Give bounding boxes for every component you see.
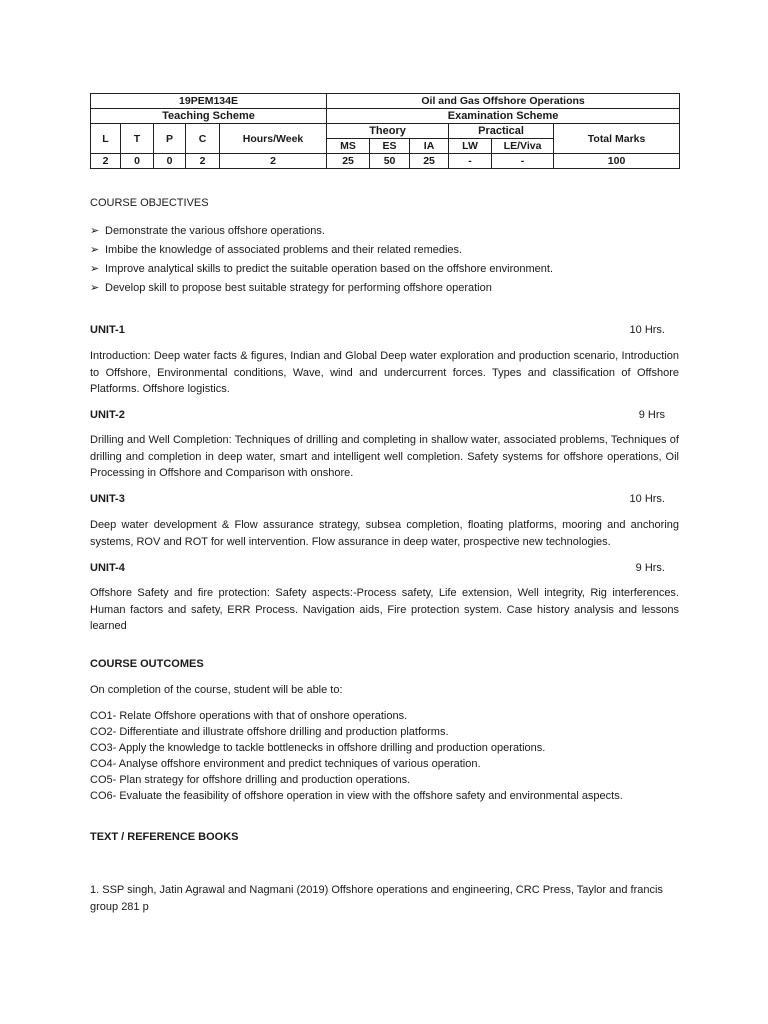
value-c: 2 — [186, 154, 220, 169]
unit-title: UNIT-1 — [90, 324, 125, 336]
list-item: CO4- Analyse offshore environment and predict techniques of various operation. — [90, 758, 481, 770]
col-header-ms: MS — [327, 139, 370, 154]
unit-title: UNIT-2 — [90, 409, 125, 421]
unit-2-content: Drilling and Well Completion: Techniques of drilling and completing in shallow water, associated problems, Techniques of drilling and completion in deep water, smart and intelligent well completion. Safety systems for offshore operations, Oil Processing in Offshore and Comparison with onshore. — [90, 434, 679, 479]
practical-header: Practical — [449, 124, 554, 139]
unit-hours: 9 Hrs. — [635, 562, 665, 574]
unit-hours: 10 Hrs. — [629, 493, 665, 505]
arrow-bullet-icon: ➢ — [90, 244, 100, 256]
unit-1-header — [90, 322, 665, 338]
table-row-values — [91, 154, 680, 169]
list-item: CO6- Evaluate the feasibility of offshore operation in view with the offshore safety and environmental aspects. — [90, 790, 623, 802]
table-row-course — [91, 94, 680, 109]
value-l: 2 — [91, 154, 121, 169]
teaching-scheme-header: Teaching Scheme — [91, 109, 327, 124]
course-outcomes-heading: COURSE OUTCOMES — [90, 658, 204, 670]
unit-title: UNIT-4 — [90, 562, 125, 574]
arrow-bullet-icon: ➢ — [90, 282, 100, 294]
course-title-cell: Oil and Gas Offshore Operations — [327, 94, 680, 109]
reference-book-item: 1. SSP singh, Jatin Agrawal and Nagmani (2019) Offshore operations and engineering, CRC Press, Taylor and francis group 281 p — [90, 884, 663, 913]
value-total-marks: 100 — [554, 154, 680, 169]
value-p: 0 — [154, 154, 186, 169]
course-code-cell: 19PEM134E — [91, 94, 327, 109]
col-header-ia: IA — [410, 139, 449, 154]
value-leviva: - — [492, 154, 554, 169]
arrow-bullet-icon: ➢ — [90, 225, 100, 237]
value-ms: 25 — [327, 154, 370, 169]
list-item: ➢ Demonstrate the various offshore operations. — [90, 222, 553, 241]
course-outcomes-list — [90, 708, 623, 804]
col-header-hours: Hours/Week — [220, 124, 327, 154]
list-item: CO3- Apply the knowledge to tackle bottlenecks in offshore drilling and production operations. — [90, 742, 546, 754]
list-item: ➢ Improve analytical skills to predict the suitable operation based on the offshore environment. — [90, 260, 553, 279]
value-hours: 2 — [220, 154, 327, 169]
teaching-examination-scheme-table — [90, 93, 680, 169]
table-row-column-headers-1 — [91, 124, 680, 139]
course-objectives-heading: COURSE OBJECTIVES — [90, 197, 209, 209]
col-header-leviva: LE/Viva — [492, 139, 554, 154]
unit-2-header — [90, 407, 665, 423]
total-marks-header: Total Marks — [554, 124, 680, 154]
col-header-t: T — [121, 124, 154, 154]
value-es: 50 — [370, 154, 410, 169]
col-header-lw: LW — [449, 139, 492, 154]
unit-1-content: Introduction: Deep water facts & figures, Indian and Global Deep water exploration and production scenario, Introduction to Offshore, Environmental conditions, Wave, wind and undercurrent forces. Types and classification of Offshore Platforms. Offshore logistics. — [90, 350, 679, 395]
unit-title: UNIT-3 — [90, 493, 125, 505]
value-lw: - — [449, 154, 492, 169]
value-ia: 25 — [410, 154, 449, 169]
list-item: CO2- Differentiate and illustrate offshore drilling and production platforms. — [90, 726, 449, 738]
unit-3-content: Deep water development & Flow assurance strategy, subsea completion, floating platforms, mooring and anchoring systems, ROV and ROT for well intervention. Flow assurance in deep water, prospective new technologies. — [90, 519, 679, 548]
table-row-scheme-headings — [91, 109, 680, 124]
list-item: CO5- Plan strategy for offshore drilling and production operations. — [90, 774, 411, 786]
arrow-bullet-icon: ➢ — [90, 263, 100, 275]
unit-4-content: Offshore Safety and fire protection: Safety aspects:-Process safety, Life extension, Well integrity, Rig interferences. Human factors and safety, ERR Process. Navigation aids, Fire protection system. Case history analysis and lessons learned — [90, 587, 679, 632]
col-header-c: C — [186, 124, 220, 154]
examination-scheme-header: Examination Scheme — [327, 109, 680, 124]
course-objectives-list — [90, 222, 553, 298]
list-item: ➢ Imbibe the knowledge of associated problems and their related remedies. — [90, 241, 553, 260]
theory-header: Theory — [327, 124, 449, 139]
unit-hours: 9 Hrs — [638, 409, 665, 421]
list-item: CO1- Relate Offshore operations with that of onshore operations. — [90, 710, 408, 722]
course-outcomes-intro: On completion of the course, student will be able to: — [90, 684, 343, 696]
list-item: ➢ Develop skill to propose best suitable strategy for performing offshore operation — [90, 279, 553, 298]
value-t: 0 — [121, 154, 154, 169]
col-header-p: P — [154, 124, 186, 154]
unit-4-header — [90, 560, 665, 576]
unit-3-header — [90, 491, 665, 507]
unit-hours: 10 Hrs. — [629, 324, 665, 336]
col-header-l: L — [91, 124, 121, 154]
reference-books-heading: TEXT / REFERENCE BOOKS — [90, 831, 239, 843]
col-header-es: ES — [370, 139, 410, 154]
